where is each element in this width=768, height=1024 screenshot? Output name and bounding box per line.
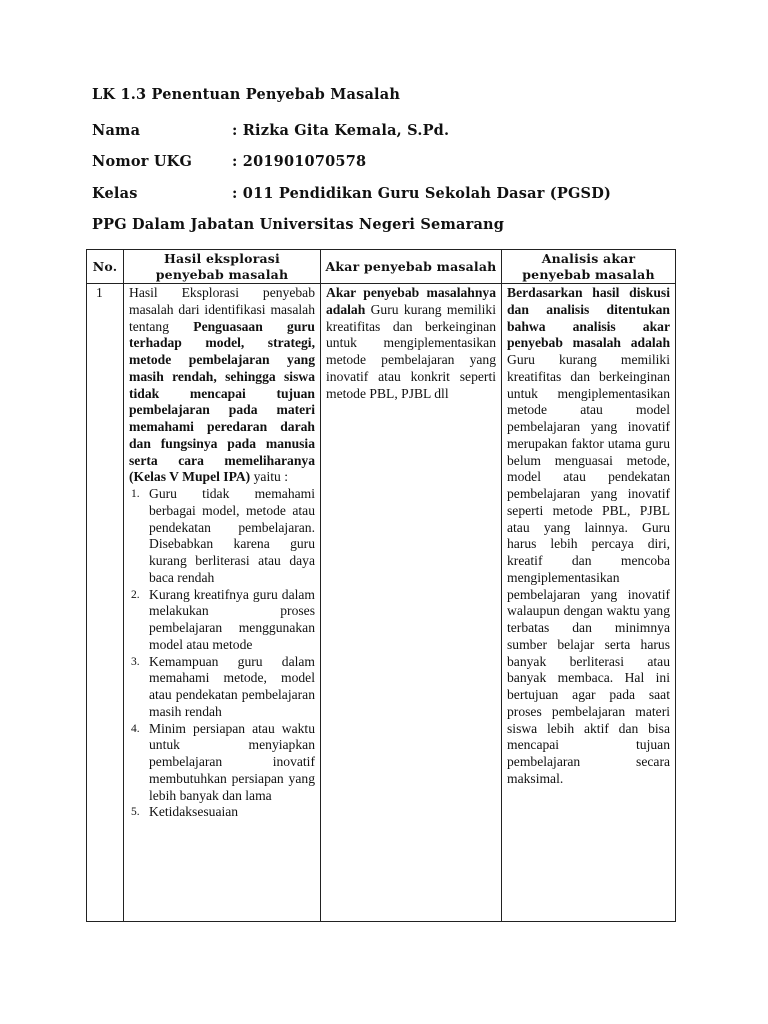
info-value-kelas: : 011 Pendidikan Guru Sekolah Dasar (PGSD) <box>232 185 612 202</box>
document-title: LK 1.3 Penentuan Penyebab Masalah <box>92 86 401 103</box>
problem-cause-table <box>86 249 676 922</box>
list-item <box>131 720 315 805</box>
header-no: No. <box>87 250 124 284</box>
list-item-number: 4. <box>131 722 140 735</box>
hasil-intro-text: Hasil Eksplorasi penyebab masalah dari identifikasi masalah tentang <box>129 285 315 334</box>
hasil-intro-emphasis: Penguasaan guru terhadap model, strategi, metode pembelajaran yang masih rendah, sehingga siswa tidak mencapai tujuan pembelajaran pada materi memahami peredaran darah dan fungsinya pada manusia serta cara memeliharanya (Kelas V Mupel IPA) <box>129 318 315 485</box>
hasil-intro-suffix: yaitu : <box>250 469 288 485</box>
table-header-row <box>87 250 676 284</box>
list-item-text: Guru tidak memahami berbagai model, metode atau pendekatan pembelajaran. Disebabkan karena guru kurang berliterasi atau daya baca rendah <box>149 486 315 585</box>
analisis-text <box>507 285 670 788</box>
list-item <box>131 653 315 721</box>
institution-line: PPG Dalam Jabatan Universitas Negeri Semarang <box>92 216 505 233</box>
list-item-number: 5. <box>131 806 140 819</box>
list-item-number: 3. <box>131 655 140 668</box>
cell-hasil-eksplorasi <box>124 284 321 922</box>
hasil-intro <box>129 285 315 486</box>
list-item <box>131 586 315 654</box>
header-analisis-akar: Analisis akar penyebab masalah <box>502 250 676 284</box>
info-label-kelas: Kelas <box>92 185 138 202</box>
list-item-text: Kemampuan guru dalam memahami metode, model atau pendekatan pembelajaran masih rendah <box>149 653 315 719</box>
row-number: 1 <box>87 284 124 922</box>
info-label-nomor-ukg: Nomor UKG <box>92 153 193 170</box>
akar-body: Guru kurang memiliki kreatifitas dan berkeinginan untuk mengiplementasikan metode pembelajaran yang inovatif atau konkrit seperti metode PBL, PJBL dll <box>326 301 496 401</box>
cause-list <box>129 486 315 821</box>
list-item <box>131 486 315 587</box>
info-value-nama: : Rizka Gita Kemala, S.Pd. <box>232 122 450 139</box>
header-hasil-eksplorasi: Hasil eksplorasi penyebab masalah <box>124 250 321 284</box>
analisis-body: Guru kurang memiliki kreatifitas dan berkeinginan untuk mengiplementasikan metode atau model pembelajaran yang inovatif merupakan faktor utama guru belum menguasai metode, model atau pendekatan pembelajaran yang inovatif seperti metode PBL, PJBL atau yang lainnya. Guru harus lebih percaya diri, kreatif dan mencoba mengiplementasikan pembelajaran yang inovatif walaupun dengan waktu yang terbatas dan minimnya sumber belajar serta harus banyak berliterasi atau banyak membaca. Hal ini bertujuan agar pada saat proses pembelajaran materi siswa lebih aktif dan bisa mencapai tujuan pembelajaran secara maksimal. <box>507 352 670 786</box>
list-item-text: Minim persiapan atau waktu untuk menyiapkan pembelajaran inovatif membutuhkan persiapan yang lebih banyak dan lama <box>149 720 315 803</box>
list-item <box>131 804 315 821</box>
list-item-text: Ketidaksesuaian <box>149 804 239 820</box>
list-item-number: 2. <box>131 588 140 601</box>
cell-analisis-akar <box>502 284 676 922</box>
list-item-text: Kurang kreatifnya guru dalam melakukan proses pembelajaran menggunakan model atau metode <box>149 586 315 652</box>
header-akar-penyebab: Akar penyebab masalah <box>321 250 502 284</box>
akar-emphasis: Akar penyebab masalahnya adalah <box>326 285 496 317</box>
info-value-nomor-ukg: : 201901070578 <box>232 153 367 170</box>
analisis-emphasis: Berdasarkan hasil diskusi dan analisis ditentukan bahwa analisis akar penyebab masalah adalah <box>507 285 670 351</box>
table-row <box>87 284 676 922</box>
info-label-nama: Nama <box>92 122 141 139</box>
akar-text <box>326 285 496 402</box>
list-item-number: 1. <box>131 488 140 500</box>
cell-akar-penyebab <box>321 284 502 922</box>
